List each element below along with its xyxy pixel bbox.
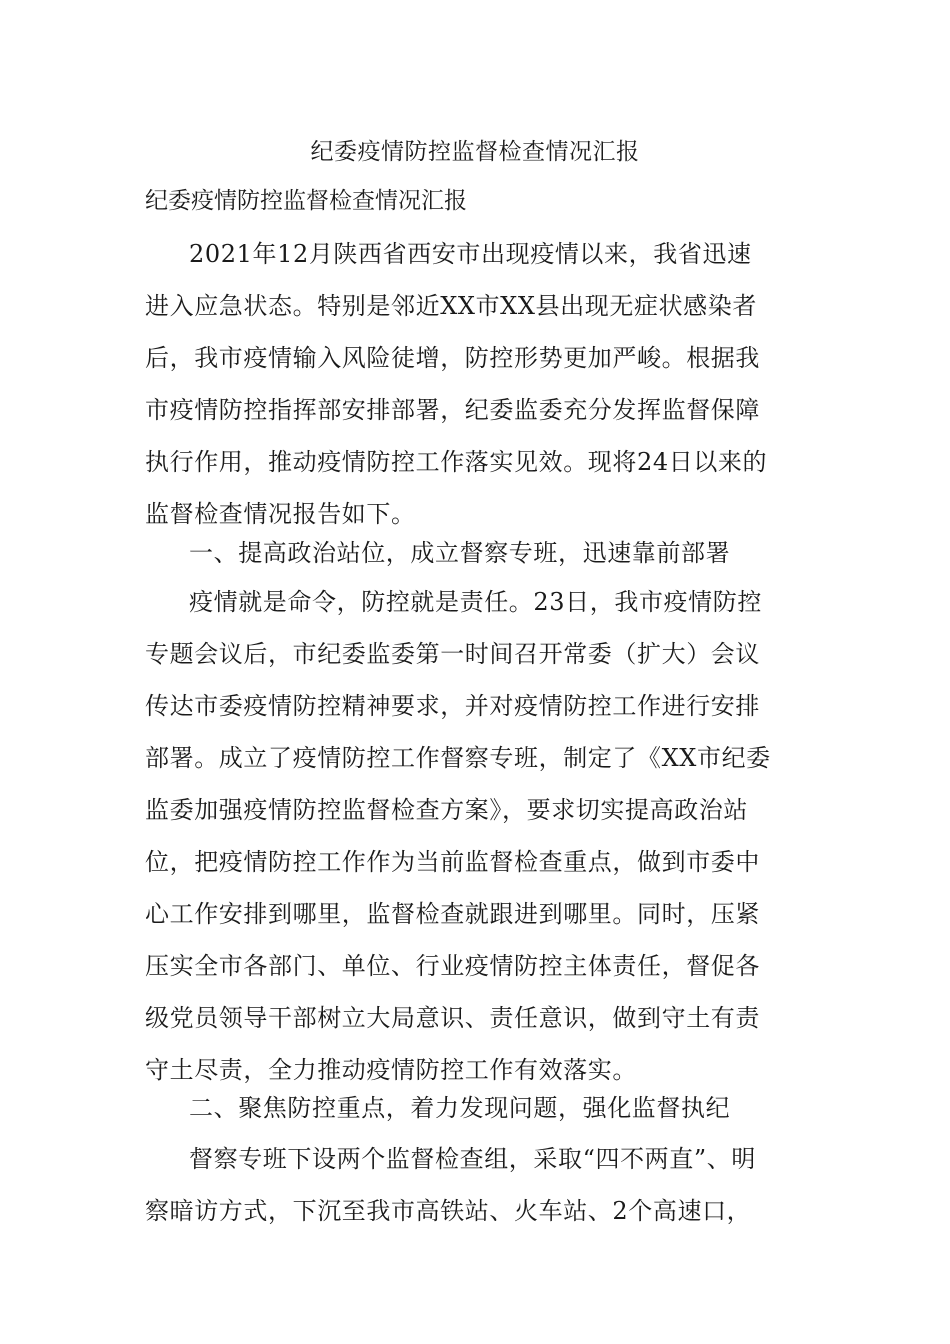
paragraph-line: 级党员领导干部树立大局意识、责任意识，做到守土有责 <box>145 1004 760 1032</box>
paragraph-line: 守土尽责，全力推动疫情防控工作有效落实。 <box>145 1056 637 1084</box>
paragraph-line: 监委加强疫情防控监督检查方案》，要求切实提高政治站 <box>145 796 748 824</box>
paragraph-line: 市疫情防控指挥部安排部署，纪委监委充分发挥监督保障 <box>145 396 760 424</box>
paragraph-line: 督察专班下设两个监督检查组，采取“四不两直”、明 <box>189 1145 756 1173</box>
paragraph-line: 位，把疫情防控工作作为当前监督检查重点，做到市委中 <box>145 848 760 876</box>
paragraph-line: 进入应急状态。特别是邻近XX市XX县出现无症状感染者 <box>145 292 757 320</box>
paragraph-2 <box>145 576 810 1096</box>
paragraph-line: 疫情就是命令，防控就是责任。23日，我市疫情防控 <box>189 588 762 616</box>
paragraph-3 <box>145 1133 810 1237</box>
paragraph-line: 心工作安排到哪里，监督检查就跟进到哪里。同时，压紧 <box>145 900 760 928</box>
paragraph-line: 压实全市各部门、单位、行业疫情防控主体责任，督促各 <box>145 952 760 980</box>
paragraph-line: 2021年12月陕西省西安市出现疫情以来，我省迅速 <box>189 240 752 268</box>
paragraph-line: 部署。成立了疫情防控工作督察专班，制定了《XX市纪委 <box>145 744 771 772</box>
section-heading-text: 二、聚焦防控重点，着力发现问题，强化监督执纪 <box>189 1094 731 1122</box>
section-heading-2 <box>145 1082 810 1134</box>
document-title: 纪委疫情防控监督检查情况汇报 <box>310 139 640 165</box>
paragraph-line: 监督检查情况报告如下。 <box>145 500 416 528</box>
section-heading-1 <box>145 527 810 579</box>
paragraph-line: 后，我市疫情输入风险徒增，防控形势更加严峻。根据我 <box>145 344 760 372</box>
paragraph-line: 专题会议后，市纪委监委第一时间召开常委（扩大）会议 <box>145 640 760 668</box>
section-heading-text: 一、提高政治站位，成立督察专班，迅速靠前部署 <box>189 539 731 567</box>
paragraph-line: 执行作用，推动疫情防控工作落实见效。现将24日以来的 <box>145 448 768 476</box>
document-subtitle: 纪委疫情防控监督检查情况汇报 <box>145 188 467 214</box>
paragraph-line: 传达市委疫情防控精神要求，并对疫情防控工作进行安排 <box>145 692 760 720</box>
paragraph-1 <box>145 228 810 540</box>
paragraph-line: 察暗访方式，下沉至我市高铁站、火车站、2个高速口， <box>145 1197 752 1225</box>
